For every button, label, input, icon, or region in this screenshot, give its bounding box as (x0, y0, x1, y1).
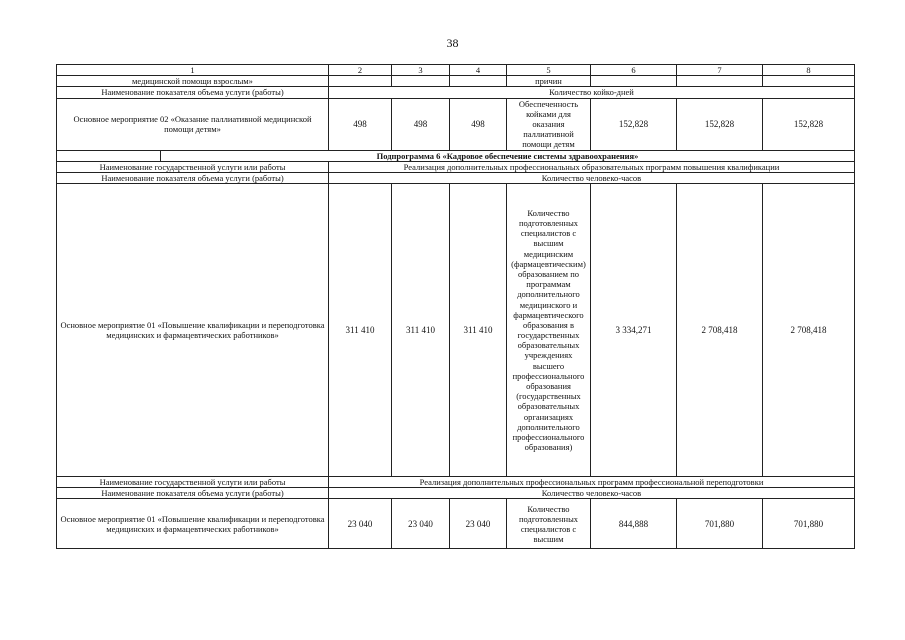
col-header-8: 8 (763, 65, 855, 76)
service-name-label: Наименование государственной услуги или работы (57, 477, 329, 488)
col-header-6: 6 (591, 65, 677, 76)
subprogram-row (57, 150, 855, 161)
value-cell: 152,828 (591, 98, 677, 150)
value-cell: 152,828 (763, 98, 855, 150)
table-row (57, 499, 855, 549)
value-cell: 152,828 (677, 98, 763, 150)
service-name-row (57, 477, 855, 488)
indicator-name: Количество подготовленных специалистов с высшим медицинским (фармацевтическим) образованием по программам дополнительного медицинского и фармацевтического образования в государственных образовательных учреждениях высшего профессионального образования (государственных образовательных организациях дополнительного профессионального образования) (507, 184, 591, 477)
value-cell: 23 040 (392, 499, 450, 549)
continuation-row (57, 76, 855, 87)
activity-name: Основное мероприятие 01 «Повышение квалификации и переподготовка медицинских и фармацевтических работников» (57, 184, 329, 477)
value-cell: 844,888 (591, 499, 677, 549)
service-name-value: Реализация дополнительных профессиональных программ профессиональной переподготовки (329, 477, 855, 488)
col-header-7: 7 (677, 65, 763, 76)
volume-indicator-label: Наименование показателя объема услуги (работы) (57, 87, 329, 98)
value-cell: 3 334,271 (591, 184, 677, 477)
continuation-indicator: причин (507, 76, 591, 87)
col-header-2: 2 (329, 65, 392, 76)
indicator-name: Количество подготовленных специалистов с высшим (507, 499, 591, 549)
value-cell: 701,880 (677, 499, 763, 549)
value-cell: 311 410 (450, 184, 507, 477)
value-cell: 23 040 (450, 499, 507, 549)
table-row (57, 184, 855, 477)
continuation-label: медицинской помощи взрослым» (57, 76, 329, 87)
value-cell: 23 040 (329, 499, 392, 549)
volume-indicator-value: Количество человеко-часов (329, 488, 855, 499)
value-cell: 311 410 (329, 184, 392, 477)
table-row (57, 98, 855, 150)
data-table (56, 64, 855, 549)
volume-indicator-label: Наименование показателя объема услуги (работы) (57, 488, 329, 499)
column-header-row (57, 65, 855, 76)
service-name-row (57, 161, 855, 172)
col-header-4: 4 (450, 65, 507, 76)
col-header-3: 3 (392, 65, 450, 76)
activity-name: Основное мероприятие 02 «Оказание паллиативной медицинской помощи детям» (57, 98, 329, 150)
volume-indicator-row (57, 488, 855, 499)
subprogram-title: Подпрограмма 6 «Кадровое обеспечение системы здравоохранения» (161, 150, 855, 161)
col-header-5: 5 (507, 65, 591, 76)
service-name-label: Наименование государственной услуги или работы (57, 161, 329, 172)
value-cell: 2 708,418 (763, 184, 855, 477)
col-header-1: 1 (57, 65, 329, 76)
value-cell: 498 (392, 98, 450, 150)
value-cell: 498 (329, 98, 392, 150)
volume-indicator-label: Наименование показателя объема услуги (работы) (57, 172, 329, 183)
activity-name: Основное мероприятие 01 «Повышение квалификации и переподготовка медицинских и фармацевтических работников» (57, 499, 329, 549)
value-cell: 701,880 (763, 499, 855, 549)
page-number: 38 (446, 36, 459, 50)
volume-indicator-value: Количество человеко-часов (329, 172, 855, 183)
value-cell: 2 708,418 (677, 184, 763, 477)
indicator-name: Обеспеченность койками для оказания паллиативной помощи детям (507, 98, 591, 150)
volume-indicator-value: Количество койко-дней (329, 87, 855, 98)
value-cell: 498 (450, 98, 507, 150)
service-name-value: Реализация дополнительных профессиональных образовательных программ повышения квалификации (329, 161, 855, 172)
value-cell: 311 410 (392, 184, 450, 477)
volume-indicator-row (57, 172, 855, 183)
volume-indicator-row (57, 87, 855, 98)
